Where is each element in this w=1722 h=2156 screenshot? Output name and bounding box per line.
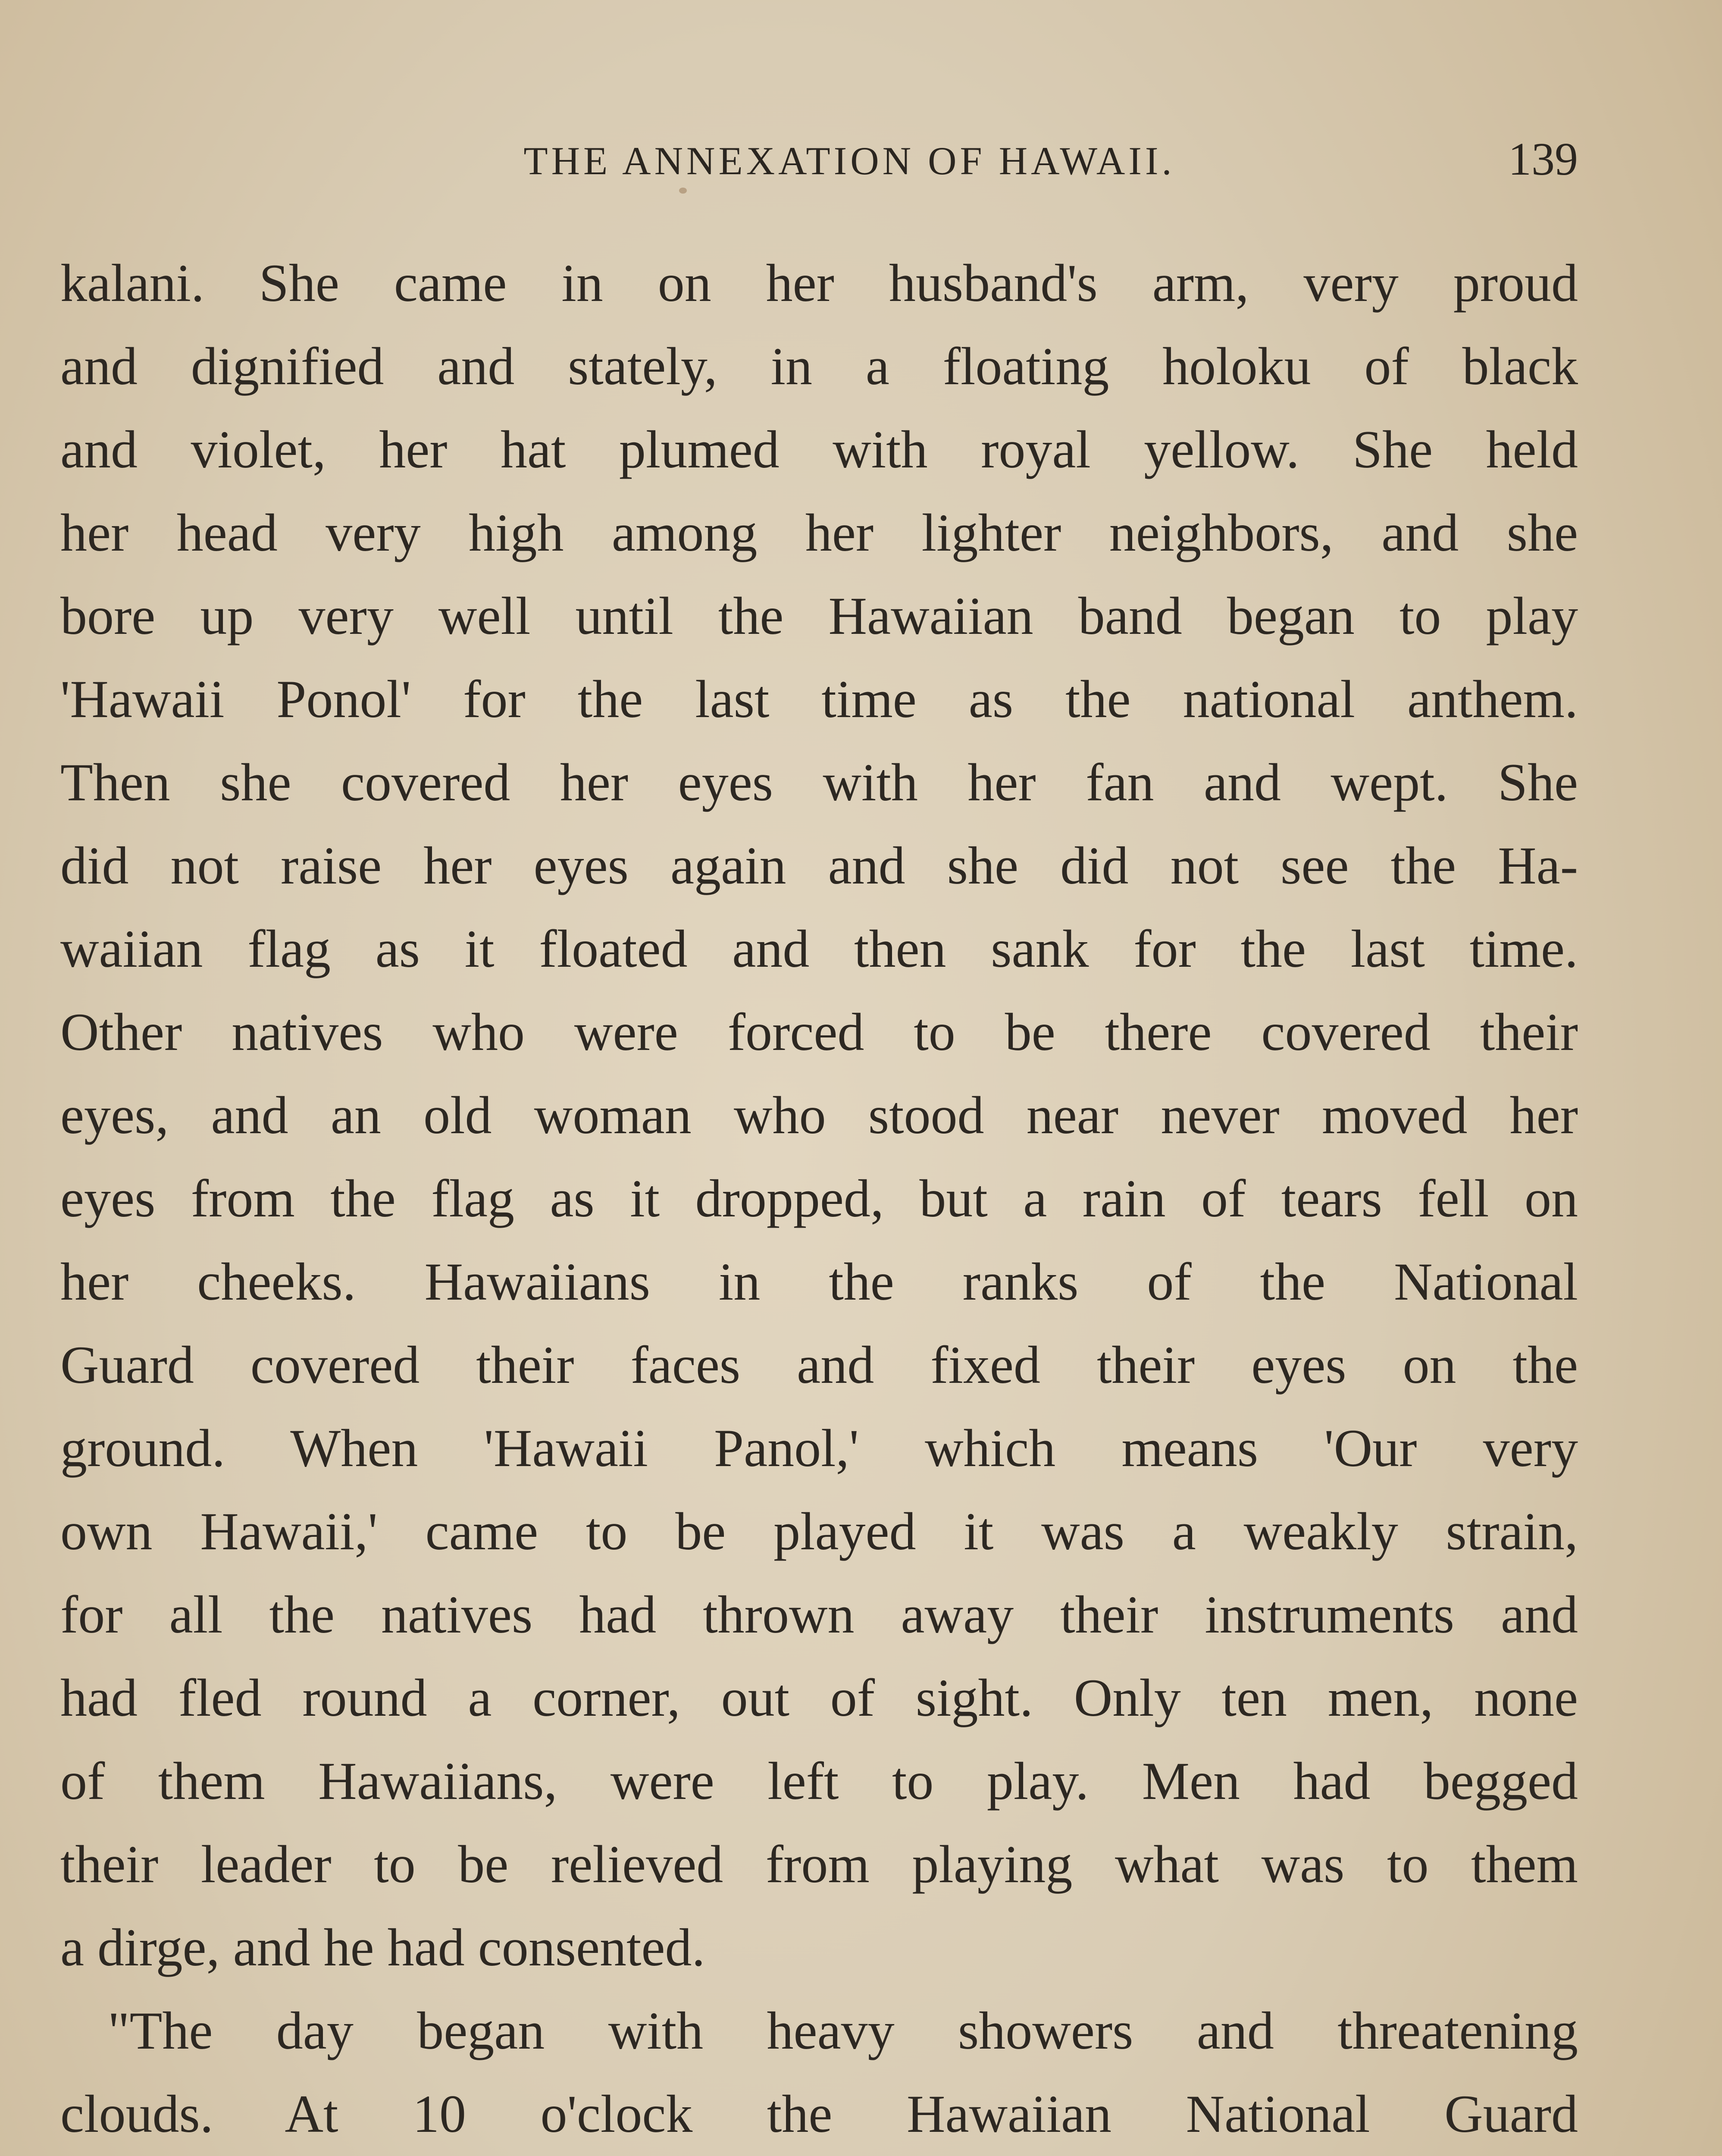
text-line: ground. When 'Hawaii Panol,' which means 'Our very — [60, 1419, 1578, 1478]
running-title: THE ANNEXATION OF HAWAII. — [523, 139, 1175, 183]
text-line: own Hawaii,' came to be played it was a weakly strain, — [60, 1502, 1578, 1561]
text-line: waiian flag as it floated and then sank for the last time. — [60, 919, 1578, 978]
text-line: kalani. She came in on her husband's arm, very proud — [60, 254, 1578, 313]
text-line: bore up very well until the Hawaiian band began to play — [60, 586, 1578, 646]
text-line: Then she covered her eyes with her fan and wept. She — [60, 753, 1578, 812]
text-line: for all the natives had thrown away their instruments and — [60, 1585, 1578, 1644]
text-line: her cheeks. Hawaiians in the ranks of the National — [60, 1252, 1578, 1311]
text-line: eyes from the flag as it dropped, but a rain of tears fell on — [60, 1169, 1578, 1228]
text-line: clouds. At 10 o'clock the Hawaiian National Guard — [60, 2084, 1578, 2143]
text-line: 'Hawaii Ponol' for the last time as the national anthem. — [60, 670, 1578, 729]
text-line: did not raise her eyes again and she did not see the Ha- — [60, 836, 1578, 895]
text-line: Guard covered their faces and fixed their eyes on the — [60, 1335, 1578, 1395]
paragraph-end-line: a dirge, and he had consented. — [60, 1918, 705, 1977]
text-line: her head very high among her lighter neighbors, and she — [60, 503, 1578, 562]
text-line: had fled round a corner, out of sight. Only ten men, none — [60, 1668, 1578, 1727]
paper-stain — [679, 188, 687, 194]
text-line: Other natives who were forced to be there covered their — [60, 1003, 1578, 1062]
text-line: and dignified and stately, in a floating holoku of black — [60, 337, 1578, 396]
text-line: and violet, her hat plumed with royal yellow. She held — [60, 420, 1578, 479]
text-line: of them Hawaiians, were left to play. Men had begged — [60, 1752, 1578, 1811]
running-head — [60, 129, 1578, 194]
body-text — [60, 241, 1578, 2156]
page-number: 139 — [1508, 134, 1578, 185]
paragraph-start-line: "The day began with heavy showers and threatening — [108, 2001, 1578, 2060]
text-line: their leader to be relieved from playing what was to them — [60, 1835, 1578, 1894]
text-line: eyes, and an old woman who stood near never moved her — [60, 1086, 1578, 1145]
